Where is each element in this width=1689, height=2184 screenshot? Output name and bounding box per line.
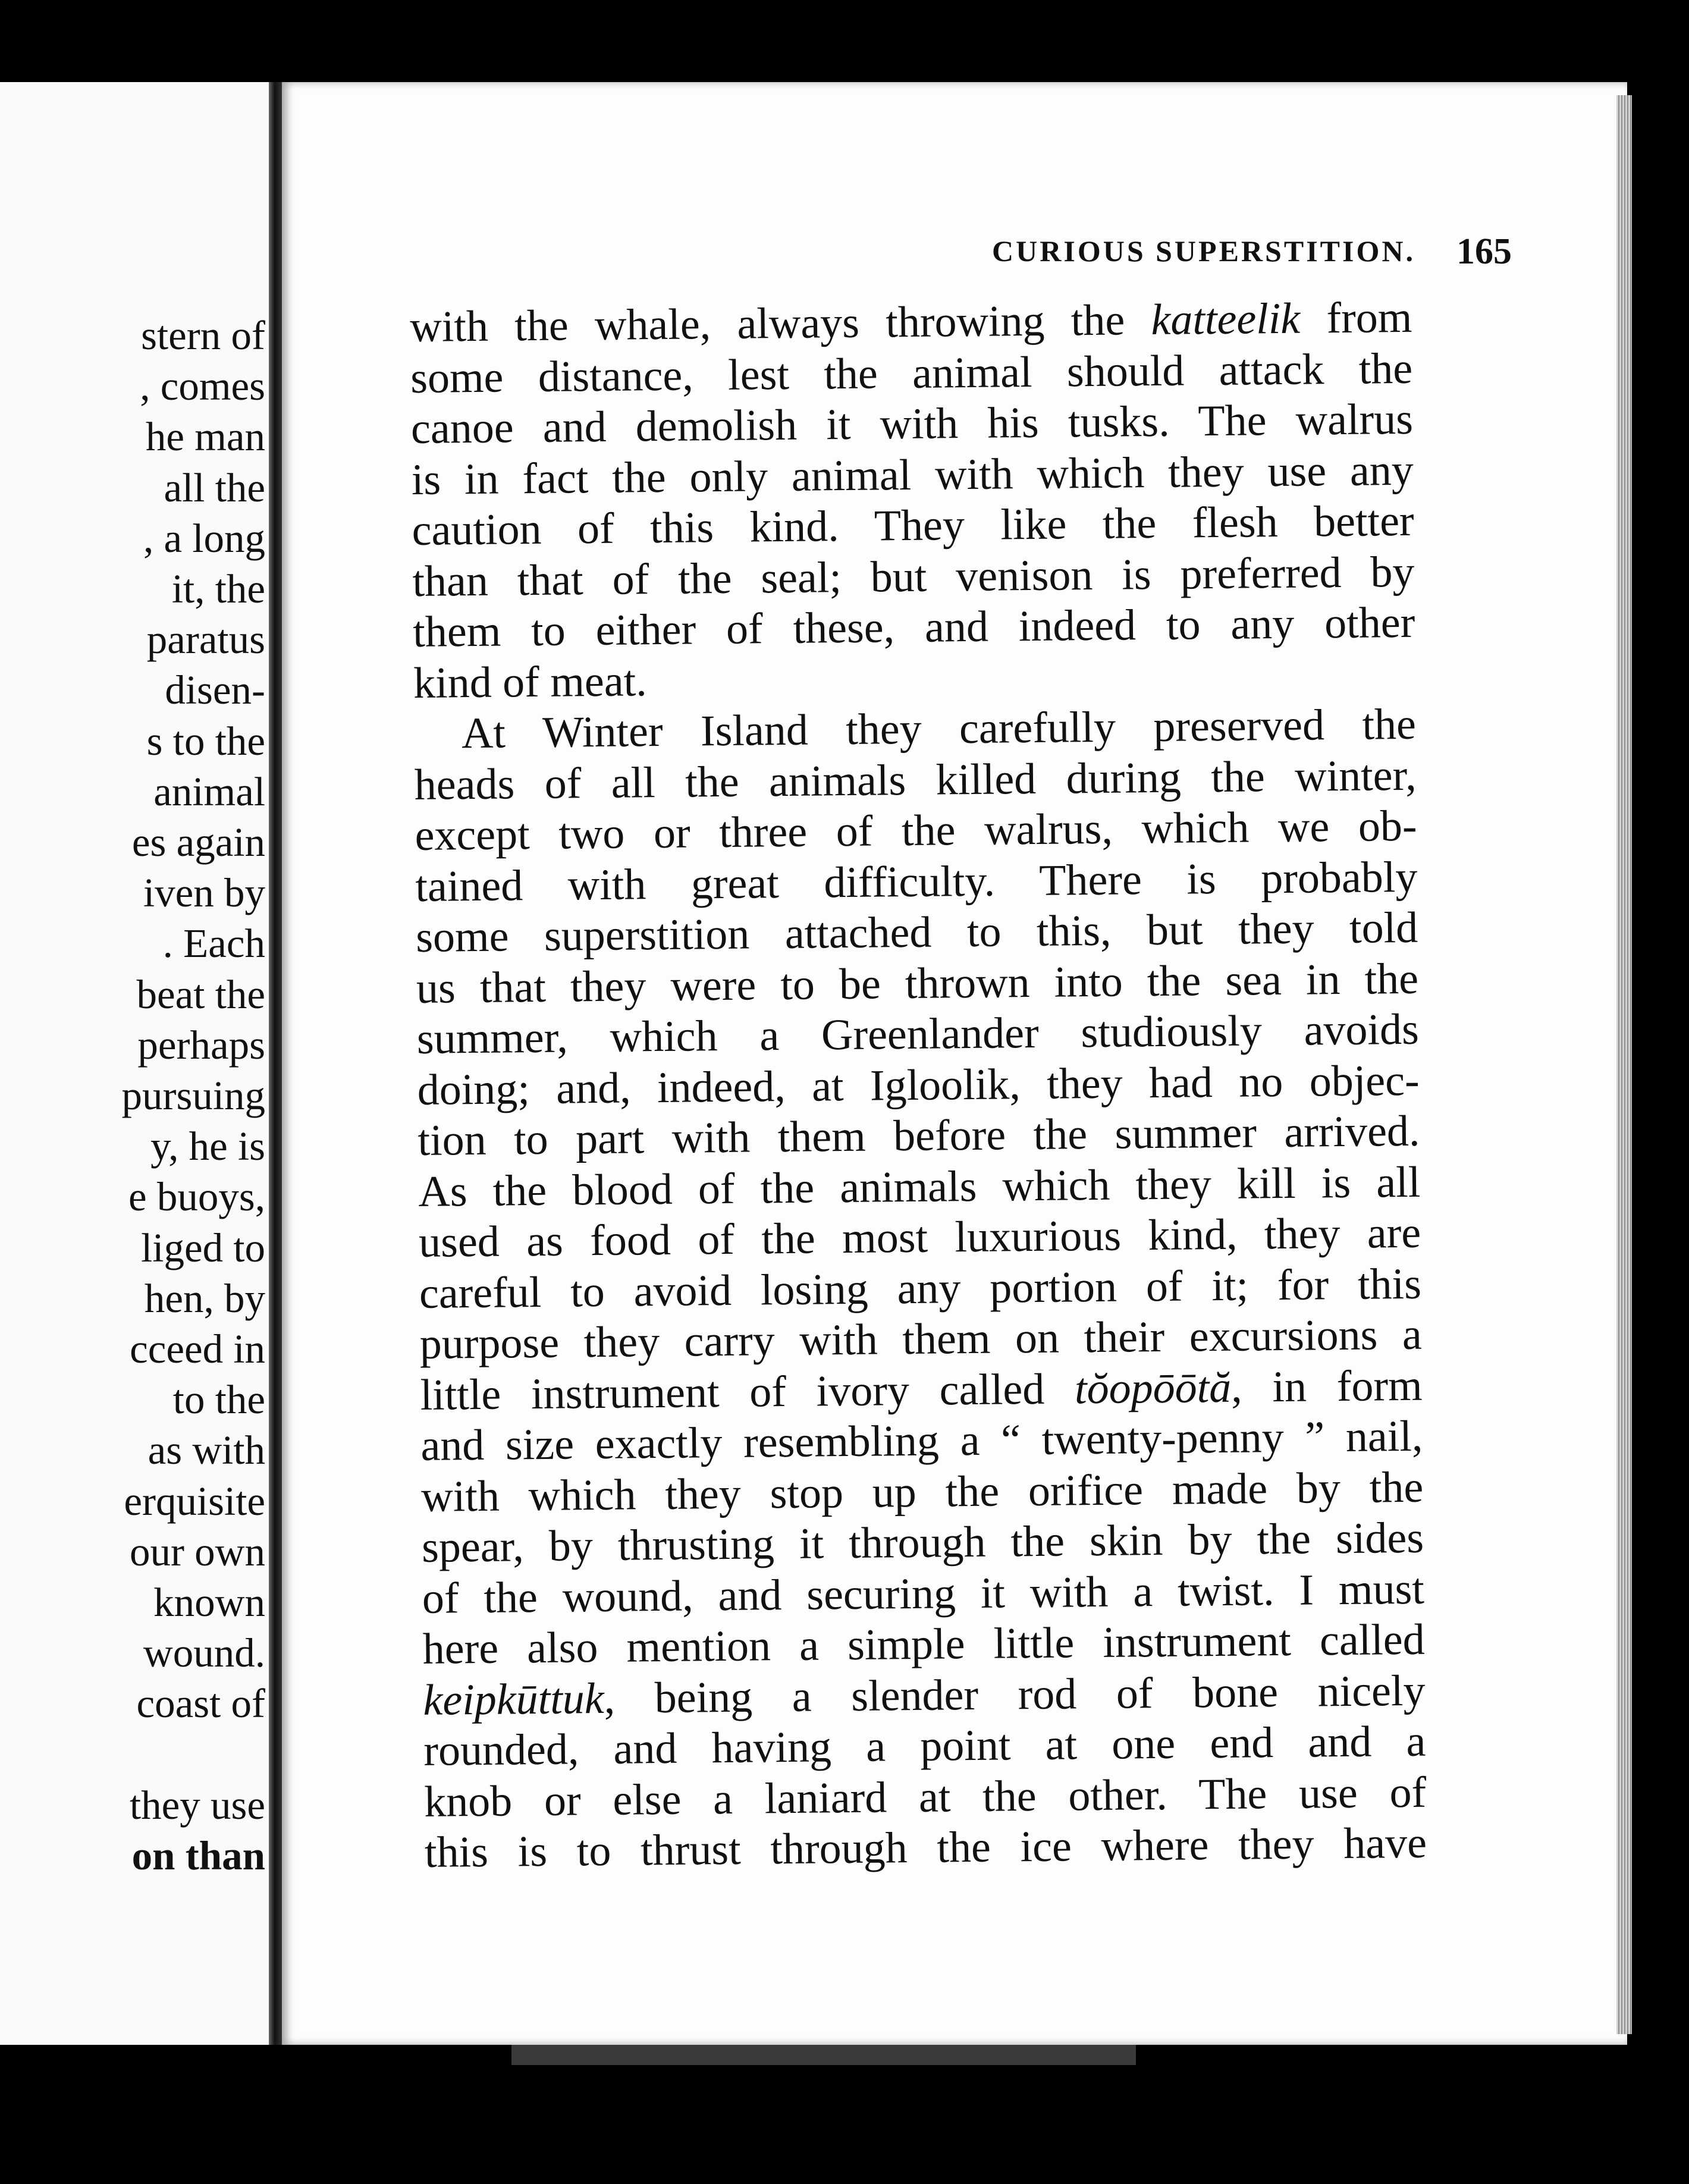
body-line (417, 1106, 1420, 1167)
italic-term: keipkūttuk (423, 1674, 605, 1725)
left-page-line: , a long (143, 515, 265, 561)
line-text: kind of meat. (413, 656, 648, 708)
body-line (419, 1208, 1421, 1269)
body-line (423, 1717, 1426, 1777)
line-text: than that of the seal; but venison is preferred by (412, 547, 1415, 606)
line-text: careful to avoid losing any portion of it; for this (419, 1259, 1422, 1318)
left-page-line: all the (164, 465, 265, 510)
left-page-line: , comes (140, 363, 265, 409)
left-page-line: perhaps (137, 1022, 265, 1068)
line-text: purpose they carry with them on their excursions a (419, 1310, 1423, 1369)
body-line (425, 1818, 1427, 1879)
left-page-line: paratus (146, 617, 265, 663)
left-page-line: it, the (171, 566, 265, 611)
left-page-line: erquisite (124, 1478, 265, 1524)
left-page-line: he man (145, 414, 265, 460)
line-text: here also mention a simple little instrument called (422, 1615, 1426, 1674)
line-text: this is to thrust through the ice where they have (424, 1818, 1427, 1877)
body-line (424, 1767, 1427, 1828)
body-line (415, 801, 1417, 862)
line-text: summer, which a Greenlander studiously avoids (416, 1005, 1420, 1063)
body-line (422, 1564, 1425, 1624)
line-text: , being a slender rod of bone nicely (604, 1666, 1426, 1723)
body-line (419, 1259, 1422, 1319)
left-page-line: s to the (146, 718, 265, 764)
body-line (422, 1513, 1424, 1574)
left-page-line: as with (147, 1427, 265, 1473)
left-page-line: iven by (143, 870, 265, 916)
left-page-line: hen, by (144, 1275, 265, 1321)
body-line (417, 1055, 1420, 1116)
body-line (413, 598, 1415, 658)
line-text: At Winter Island they carefully preserved the (461, 699, 1417, 758)
body-line (422, 1615, 1425, 1675)
line-text: knob or else a laniard at the other. The use of (423, 1768, 1427, 1827)
left-page-line: pursuing (121, 1073, 265, 1118)
body-line (413, 648, 1416, 709)
left-page-line: wound. (143, 1630, 265, 1676)
left-page-line: they use (129, 1782, 265, 1828)
left-page-line: coast of (136, 1681, 265, 1727)
body-line (412, 547, 1415, 607)
body-line (421, 1462, 1424, 1523)
left-page-line: y, he is (150, 1124, 265, 1169)
line-text: tained with great difficulty. There is probably (415, 852, 1418, 911)
line-text: , in form (1230, 1361, 1423, 1412)
italic-term: tŏopōōtă (1074, 1363, 1232, 1413)
left-page-line: e buoys, (128, 1174, 265, 1220)
line-text: is in fact the only animal with which they use any (411, 445, 1414, 504)
body-line (411, 445, 1414, 506)
body-line (412, 496, 1414, 557)
line-text: with which they stop up the orifice made by the (420, 1463, 1424, 1521)
body-line (415, 852, 1418, 912)
body-line (416, 903, 1418, 964)
left-page-line: es again (131, 820, 265, 865)
left-page-line: beat the (136, 971, 265, 1017)
line-text: some superstition attached to this, but they told (415, 903, 1418, 962)
body-line (419, 1310, 1422, 1370)
line-text: of the wound, and securing it with a twist. I must (422, 1564, 1425, 1623)
left-page-line: known (153, 1580, 265, 1625)
left-page-line: our own (129, 1529, 265, 1574)
body-line (416, 1005, 1419, 1065)
line-text: doing; and, indeed, at Igloolik, they had no objec- (417, 1056, 1420, 1115)
left-page-line: animal (153, 768, 265, 814)
body-text (410, 293, 1427, 1879)
body-line (410, 343, 1413, 404)
line-text: As the blood of the animals which they kill is all (417, 1157, 1421, 1216)
body-line (420, 1411, 1423, 1472)
line-text: with the whale, always throwing the (410, 296, 1151, 352)
italic-term: katteelik (1151, 294, 1301, 345)
left-page-line: on than (131, 1833, 265, 1878)
left-page-line: liged to (141, 1225, 265, 1270)
line-text: spear, by thrusting it through the skin by the sides (421, 1513, 1424, 1572)
bottom-shadow (511, 2045, 1136, 2065)
page-number: 165 (1456, 231, 1512, 272)
line-text: and size exactly resembling a “ twenty-penny ” nail, (420, 1411, 1423, 1470)
line-text: from (1299, 293, 1412, 343)
body-line (420, 1360, 1423, 1421)
body-line (416, 953, 1419, 1014)
line-text: them to either of these, and indeed to any other (412, 598, 1415, 657)
line-text: used as food of the most luxurious kind, they are (418, 1208, 1421, 1267)
line-text: canoe and demolish it with his tusks. The walrus (410, 394, 1414, 453)
line-text: us that they were to be thrown into the sea in the (416, 954, 1419, 1013)
body-line (423, 1665, 1426, 1726)
body-line (414, 750, 1417, 811)
body-line (411, 394, 1414, 455)
left-page-line: cceed in (130, 1326, 265, 1372)
right-page (282, 82, 1627, 2045)
line-text: rounded, and having a point at one end and a (423, 1717, 1426, 1775)
line-text: caution of this kind. They like the flesh better (412, 496, 1415, 555)
left-page-line: stern of (141, 313, 265, 358)
line-text: except two or three of the walrus, which we ob- (415, 801, 1417, 860)
left-page-line: to the (172, 1377, 265, 1423)
body-line (410, 293, 1412, 353)
left-page-line: . Each (162, 921, 265, 967)
body-line (418, 1157, 1421, 1217)
line-text: some distance, lest the animal should attack the (410, 344, 1413, 403)
body-line (414, 699, 1417, 760)
line-text: tion to part with them before the summer arrived. (417, 1106, 1420, 1165)
left-page-fragment (0, 82, 269, 2045)
running-head: CURIOUS SUPERSTITION. (992, 234, 1415, 268)
page-edges (1616, 95, 1632, 2034)
book-gutter (269, 82, 282, 2045)
line-text: little instrument of ivory called (420, 1364, 1075, 1420)
line-text: heads of all the animals killed during the winter, (414, 751, 1417, 809)
left-page-line: disen- (165, 667, 265, 713)
